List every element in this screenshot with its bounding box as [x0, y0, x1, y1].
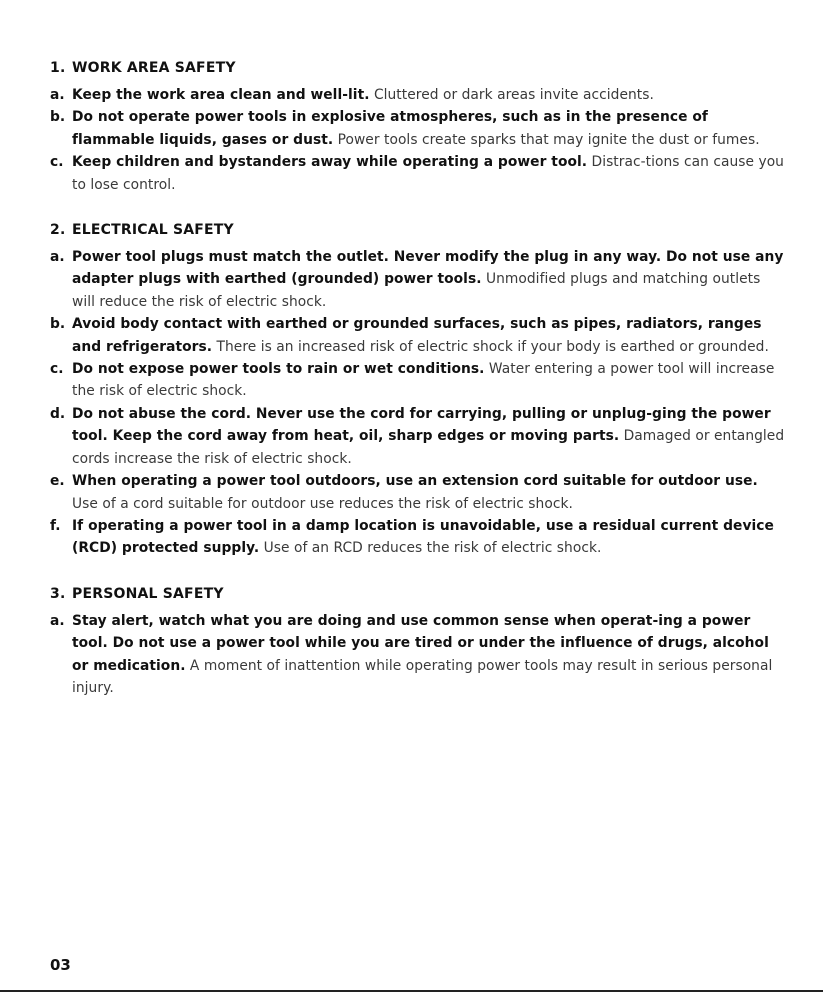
item-text — [72, 106, 785, 151]
item-lead: Stay alert, watch what you are doing and use common sense when operat-ing a power tool. Do not use a power tool while you are tired or under the influence of drugs, alcohol or medication. — [72, 612, 769, 674]
section-heading — [50, 56, 785, 80]
item-rest: There is an increased risk of electric shock if your body is earthed or grounded. — [212, 338, 769, 355]
item-rest: Cluttered or dark areas invite accidents. — [369, 87, 654, 103]
item-rest: Use of a cord suitable for outdoor use reduces the risk of electric shock. — [72, 495, 573, 512]
item-text — [72, 515, 785, 560]
item-text — [72, 470, 785, 515]
item-rest: Use of an RCD reduces the risk of electric shock. — [259, 540, 602, 557]
list-item — [50, 470, 785, 515]
section-number: 2. — [50, 222, 66, 239]
item-letter: c. — [50, 154, 64, 171]
list-item — [50, 515, 785, 560]
list-item — [50, 246, 785, 313]
section-title: ELECTRICAL SAFETY — [72, 222, 234, 239]
item-lead: Keep children and bystanders away while operating a power tool. — [72, 154, 588, 171]
item-text — [72, 403, 785, 470]
section-electrical-safety — [50, 218, 785, 560]
item-letter: f. — [50, 517, 61, 534]
item-rest: A moment of inattention while operating power tools may result in serious personal injury. — [72, 657, 773, 696]
item-letter: d. — [50, 405, 66, 422]
item-lead: If operating a power tool in a damp location is unavoidable, use a residual current device (RCD) protected supply. — [72, 517, 774, 557]
item-letter: b. — [50, 109, 66, 126]
item-lead: Do not expose power tools to rain or wet conditions. — [72, 361, 485, 378]
list-item — [50, 358, 785, 403]
item-letter: a. — [50, 87, 65, 103]
list-item — [50, 610, 785, 700]
item-text — [72, 246, 785, 313]
section-heading — [50, 218, 785, 242]
item-lead: Do not operate power tools in explosive atmospheres, such as in the presence of flammable liquids, gases or dust. — [72, 109, 708, 148]
item-rest: Unmodified plugs and matching outlets will reduce the risk of electric shock. — [72, 271, 761, 310]
list-item — [50, 403, 785, 470]
item-rest: Damaged or entangled cords increase the risk of electric shock. — [72, 428, 785, 467]
item-letter: b. — [50, 316, 66, 333]
item-lead: When operating a power tool outdoors, use an extension cord suitable for outdoor use. — [72, 473, 758, 490]
item-lead: Avoid body contact with earthed or grounded surfaces, such as pipes, radiators, ranges and refrigerators. — [72, 316, 762, 355]
item-letter: a. — [50, 249, 65, 266]
item-text — [72, 358, 785, 403]
item-letter: c. — [50, 361, 64, 378]
item-text — [72, 151, 785, 196]
item-rest: Water entering a power tool will increase the risk of electric shock. — [72, 361, 775, 400]
item-letter: a. — [50, 612, 65, 629]
section-personal-safety — [50, 582, 785, 700]
page-number: 03 — [50, 956, 71, 974]
list-item — [50, 106, 785, 151]
bottom-divider — [0, 990, 823, 992]
section-title: PERSONAL SAFETY — [72, 585, 224, 602]
section-title: WORK AREA SAFETY — [72, 60, 236, 76]
item-text — [72, 610, 785, 700]
section-number: 1. — [50, 60, 66, 76]
safety-content — [50, 56, 785, 721]
item-lead: Keep the work area clean and well-lit. — [72, 87, 370, 103]
list-item — [50, 313, 785, 358]
item-text — [72, 313, 785, 358]
item-rest: Distrac-tions can cause you to lose control. — [72, 154, 784, 193]
section-number: 3. — [50, 585, 66, 602]
item-lead: Do not abuse the cord. Never use the cord for carrying, pulling or unplug-ging the power tool. Keep the cord away from heat, oil, sharp edges or moving parts. — [72, 405, 771, 445]
item-lead: Power tool plugs must match the outlet. Never modify the plug in any way. Do not use any adapter plugs with earthed (grounded) power tools. — [72, 249, 784, 288]
section-heading — [50, 582, 785, 606]
list-item — [50, 151, 785, 196]
item-letter: e. — [50, 473, 65, 490]
item-text — [72, 84, 785, 106]
item-rest: Power tools create sparks that may ignite the dust or fumes. — [333, 131, 760, 148]
list-item — [50, 84, 785, 106]
section-work-area-safety — [50, 56, 785, 196]
